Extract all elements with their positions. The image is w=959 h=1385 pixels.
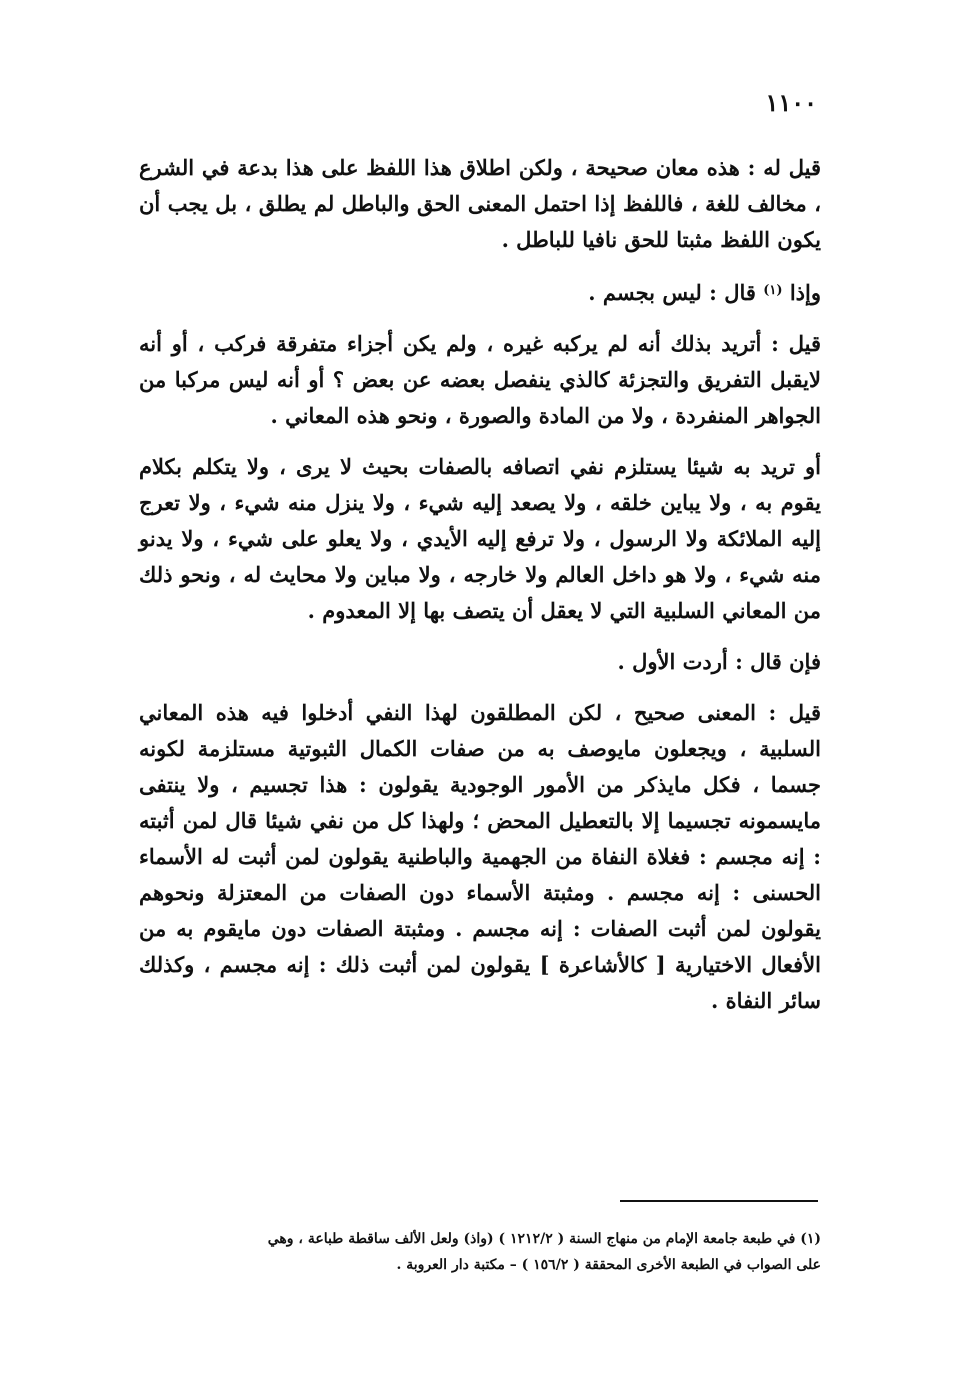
footnote-line: (١) في طبعة جامعة الإمام من منهاج السنة ( ١٢١٢/٢ ) (واذ) ولعل الألف ساقطة طباعة ، وهي: [267, 1231, 821, 1247]
paragraph: أو تريد به شيئا يستلزم نفي اتصافه بالصفات بحيث لا يرى ، ولا يتكلم بكلام يقوم به ، ولا يباين خلقه ، ولا يصعد إليه شيء ، ولا ينزل منه شيء ، ولا تعرج إليه الملائكة ولا الرسول ، ولا ترفع إليه الأيدي ، ولا يعلو على شيء ، ولا يدنو منه شيء ، ولا هو داخل العالم ولا خارجه ، ولا مباين ولا محايث له ، ونحو ذلك من المعاني السلبية التي لا يعقل أن يتصف بها إلا المعدوم .: [139, 454, 821, 623]
footnotes: [139, 1226, 821, 1278]
paragraph-with-footnote-ref: [139, 273, 821, 311]
page-number: ١١٠٠: [765, 88, 817, 117]
paragraph: فإن قال : أردت الأول .: [617, 649, 821, 674]
footnote-line: على الصواب في الطبعة الأخرى المحققة ( ١٥٦/٢ ) – مكتبة دار العروبة .: [396, 1257, 821, 1273]
paragraph-suffix: قال : ليس بجسم .: [588, 280, 756, 305]
paragraph-prefix: وإذا: [789, 280, 821, 305]
paragraph: قيل : أتريد بذلك أنه لم يركبه غيره ، ولم يكن أجزاء متفرقة فركب ، أو أنه لايقبل التفريق والتجزئة كالذي ينفصل بعضه عن بعض ؟ أو أنه ليس مركبا من الجواهر المنفردة ، ولا من المادة والصورة ، ونحو هذه المعاني .: [139, 331, 821, 428]
paragraph: قيل له : هذه معان صحيحة ، ولكن اطلاق هذا اللفظ على هذا بدعة في الشرع ، مخالف للغة ، فاللفظ إذا احتمل المعنى الحق والباطل لم يطلق ، بل يجب أن يكون اللفظ مثبتا للحق نافيا للباطل .: [139, 155, 821, 252]
main-text: [139, 150, 821, 1034]
paragraph: قيل : المعنى صحيح ، لكن المطلقون لهذا النفي أدخلوا فيه هذه المعاني السلبية ، ويجعلون مايوصف به من صفات الكمال الثبوتية مستلزمة لكونه جسما ، فكل مايذكر من الأمور الوجودية يقولون : هذا تجسيم ، ولا ينتفى مايسمونه تجسيما إلا بالتعطيل المحض ؛ ولهذا كل من نفي شيئا قال لمن أثبته : إنه مجسم : فغلاة النفاة من الجهمية والباطنية يقولون لمن أثبت له الأسماء الحسنى : إنه مجسم . ومثبتة الأسماء دون الصفات من المعتزلة ونحوهم يقولون لمن أثبت الصفات : إنه مجسم . ومثبتة الصفات دون مايقوم به من الأفعال الاختيارية [ كالأشاعرة ] يقولون لمن أثبت ذلك : إنه مجسم ، وكذلك سائر النفاة .: [139, 700, 821, 1013]
footnote-marker: (١): [763, 283, 783, 298]
footnote-divider: [620, 1200, 818, 1202]
